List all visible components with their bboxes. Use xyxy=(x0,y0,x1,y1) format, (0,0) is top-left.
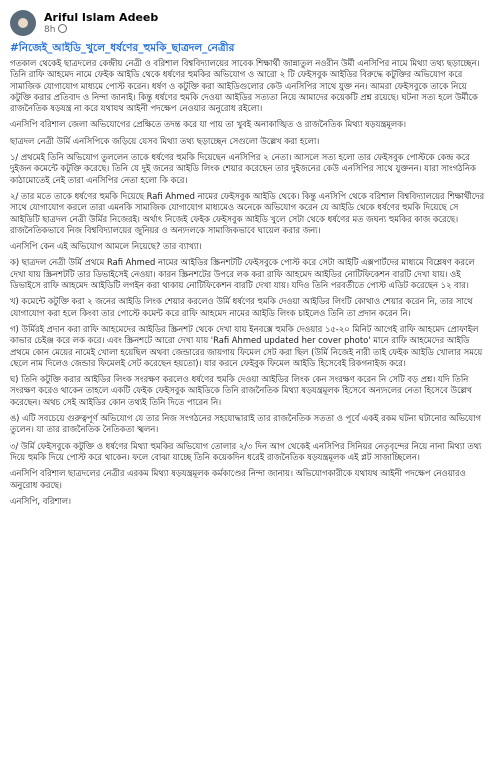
avatar-face xyxy=(18,18,28,28)
post-paragraph: ঙ) এটি সবচেয়ে গুরুত্বপূর্ণ অভিযোগ যে তার নিজ সংগঠনের সহযোদ্ধারাই তার রাজনৈতিক সততা ও পূর্বে একই রকম ঘটনা ঘটানোর অভিযোগ তুলেন। যা তার রাজনৈতিক নৈতিকতা স্খলন। xyxy=(10,413,482,435)
author-name[interactable]: Ariful Islam Adeeb xyxy=(44,10,159,24)
post-paragraph: ঘ) তিনি কটুক্তি করার আইডির লিংক সংরক্ষণ করলেও ধর্ষণের হুমকি দেওয়া আইডির লিংক কেন সংরক্ষণ করেন নি সেটি বড় প্রশ্ন। যদি তিনি সংরক্ষণ করেও থাকেন তাহলে একটি ফেইক ফেইসবুক আইডিকে তিনি রাজনৈতিক মিথ্যা ষড়যন্ত্রমূলক হিসেবে অন্যদলের নেতা হিসেবে উল্লেখ করেছেন। অথচ সেই আইডির কোন তথ্যই তিনি দিতে পারেন নি। xyxy=(10,374,472,407)
post-paragraph: ১/ প্রথমেই তিনি অভিযোগ তুললেন তাকে ধর্ষণের হুমকি দিয়েছেন এনসিপির ২ নেতা। আসলে সত্য হলো তার ফেইসবুক পোস্টকে কেন্দ্র করে দুইজন কমেন্টে কটুক্তি করেছে। তিনি যে দুই জনের আইডি লিংক শেয়ার করেছেন তার দুইজনের কেউ এনসিপির সাথে যুক্তনন। যারা সাংগঠনিক কাঠামোতেই নেই তারা এনসিপির নেতা হলো কি করে। xyxy=(10,152,476,185)
avatar[interactable] xyxy=(10,10,36,36)
post-time[interactable] xyxy=(44,24,158,36)
hashtag-link[interactable]: #নিজেই_আইডি_খুলে_ধর্ষণের_হুমকি_ছাত্রদল_নেত্রীর xyxy=(10,42,235,54)
post-paragraph: ছাত্রদল নেত্রী উর্মি এনসিপিকে জড়িয়ে যেসব মিথ্যা তথ্য ছড়াচ্ছেন সেগুলো উল্লেখ করা হলো। xyxy=(10,135,320,146)
post-time-text[interactable]: 8h xyxy=(44,24,56,35)
post-paragraph: এনসিপি বরিশাল ছাত্রদলের নেত্রীর এরকম মিথ্যা ষড়যন্ত্রমূলক কর্মকাণ্ডের নিন্দা জানায়। অভিযোগকারীকে যথাযথ আইনী পদক্ষেপ নেওয়ারও অনুরোধ করছে। xyxy=(10,468,466,490)
post-paragraph: খ) কমেন্টে কটুক্তি করা ২ জনের আইডি লিংক শেয়ার করলেও উর্মি ধর্ষণের হুমকি দেওয়া আইডির লিংটি কোথাও শেয়ার করেন নি, তার সাথে যোগাযোগ করা হলে কিংবা তার পোস্টে কমেন্ট করে রাফি আহমেদ নামের আইডি লিংক চাইলেও তিনি তা প্রদান করেন নি। xyxy=(10,296,473,318)
post-paragraph: এনসিপি বরিশাল জেলা অভিযোগের প্রেক্ষিতে তদন্ত করে যা পায় তা খুবই অনাকাঙ্খিত ও রাজনৈতিক মিথ্যা ষড়যন্ত্রমূলক। xyxy=(10,119,407,130)
post-paragraph: ক) ছাত্রদল নেত্রী উর্মি প্রথমে Rafi Ahmed নামের আইডির স্ক্রিনশটটি ফেইসবুকে পোস্ট করে সেটা আইটি এক্সপার্টদের মাধ্যমে বিশ্লেষণ করলে দেখা যায় স্ক্রিনশটটি তার ডিভাইসেই নেওয়া। কারন স্ক্রিনশটের উপরে লক করা রাফি আহমেদ আইডির নোটিফিকেশন বারটি দেখা যায়। ওই ডিভাইসে রাফি আহমেদ আইডিটি লগইন করা থাকায় নোটিফিকেশন বারটি দেখা যায়। যদিও তিনি পরবর্তীতে পোস্ট এডিট করেছেন ১২ বার। xyxy=(10,257,475,291)
post-header xyxy=(10,6,487,40)
post-signoff: এনসিপি, বরিশাল। xyxy=(10,495,71,506)
post-paragraph: এনসিপি কেন এই অভিযোগ আমলে নিয়েছে? তার ব্যাখ্যা। xyxy=(10,241,202,252)
post-paragraph: ২/ তার মতে তাকে ধর্ষণের হুমকি দিয়েছে Rafi Ahmed নামের ফেইসবুক আইডি থেকে। কিন্তু এনসিপি থেকে বরিশাল বিশ্ববিদ্যালয়ের শিক্ষার্থীদের সাথে যোগাযোগ করলে তারা এমনকি সামাজিক যোগাযোগ মাধ্যমেও অনেকে অভিযোগ করেন যে আইডি থেকে ধর্ষণের হুমকি দিয়েছে সে আইডিটি ছাত্রদল নেত্রী উর্মির নিজেরই। অর্থাৎ নিজেই ফেইক ফেইসবুক আইডি খুলে সেটা থেকে ধর্ষণের মত জঘন্য হুমকির কাজ করেছে। রাজনৈতিকভাবে নিজ বিশ্ববিদ্যালয়ের জুনিয়র ও অন্যদলকে সামাজিকভাবে ঘায়েল করার জন্য। xyxy=(10,190,485,235)
post-paragraph: ৩/ উর্মি ফেইসবুকে কটুক্তি ও ধর্ষণের মিথ্যা হুমকির অভিযোগ তোলার ২/৩ দিন আগ থেকেই এনসিপির সিনিয়র নেতৃবৃন্দের নিয়ে নানা মিথ্যা তথ্য দিয়ে হুমকি দিয়ে পোস্ট করে থাকেন। ফলে বোঝা যাচ্ছে তিনি কয়েকদিন ধরেই রাজনৈতিক ষড়যন্ত্রমূলক এই প্লট সাজাচ্ছিলেন। xyxy=(10,440,482,462)
post-meta xyxy=(44,11,158,36)
globe-icon xyxy=(58,24,67,33)
post-paragraph: গতকাল থেকেই ছাত্রদলের কেন্দ্রীয় নেত্রী ও বরিশাল বিশ্ববিদ্যালয়ের সাবেক শিক্ষার্থী জান্নাতুল নওরীন উর্মী এনসিপির নামে মিথ্যা তথ্য ছড়াচ্ছেন। তিনি রাফি আহমেদ নামে ফেইক আইডি থেকে ধর্ষণের হুমকির অভিযোগ ও আরো ২ টি ফেইসবুক আইডির বিরুদ্ধে কটুক্তির অভিযোগ করে সামাজিক যোগাযোগ মাধ্যমে পোস্ট করেন। ধর্ষণ ও কটুক্তি করা আইডিগুলোর কেউ এনসিপির সাথে যুক্ত নন। আমরা ফেইসবুকে তাকে নিয়ে কটুক্তি করার প্রতিবাদ ও নিন্দা জানাই। কিন্তু ধর্ষণের হুমকি দেওয়া আইডির সত্যতা নিয়ে আমাদের কয়েকটি প্রশ্ন রয়েছে। ঘটনা সত্য হলে উর্মীকে রাজনৈতিক ষড়যন্ত্র না করে যথাযথ আইনী পদক্ষেপ নেওয়ার অনুরোধ রইলো। xyxy=(10,58,480,114)
post-paragraph: গ) উর্মিরই প্রদান করা রাফি আহমেদের আইডির স্ক্রিনশট থেকে দেখা যায় ইনবক্সে হুমকি দেওয়ার ১৫-২০ মিনিট আগেই রাফি আহমেদ প্রোফাইল কাভার চেইঞ্জ করে লক করে। এবং স্ক্রিনশটে আরো দেখা যায় 'Rafi Ahmed updated her cover photo' মানে রাফি আহমেদের আইডি প্রথমে কোন মেয়ের নামেই খোলা হয়েছিল অথবা জেন্ডারের জায়গায় ফিমেল সেট করা ছিল (উর্মি নিজেই নারী তাই ফেইক আইডি খোলার সময়ে ছেলে নাম দিলেও জেন্ডার ফিমেলই সেট করেছেন হয়তো)। যার করনে ফেইবুক ফিমেল আইডি হিসেবেই রিকগনাইজ করে। xyxy=(10,323,483,368)
